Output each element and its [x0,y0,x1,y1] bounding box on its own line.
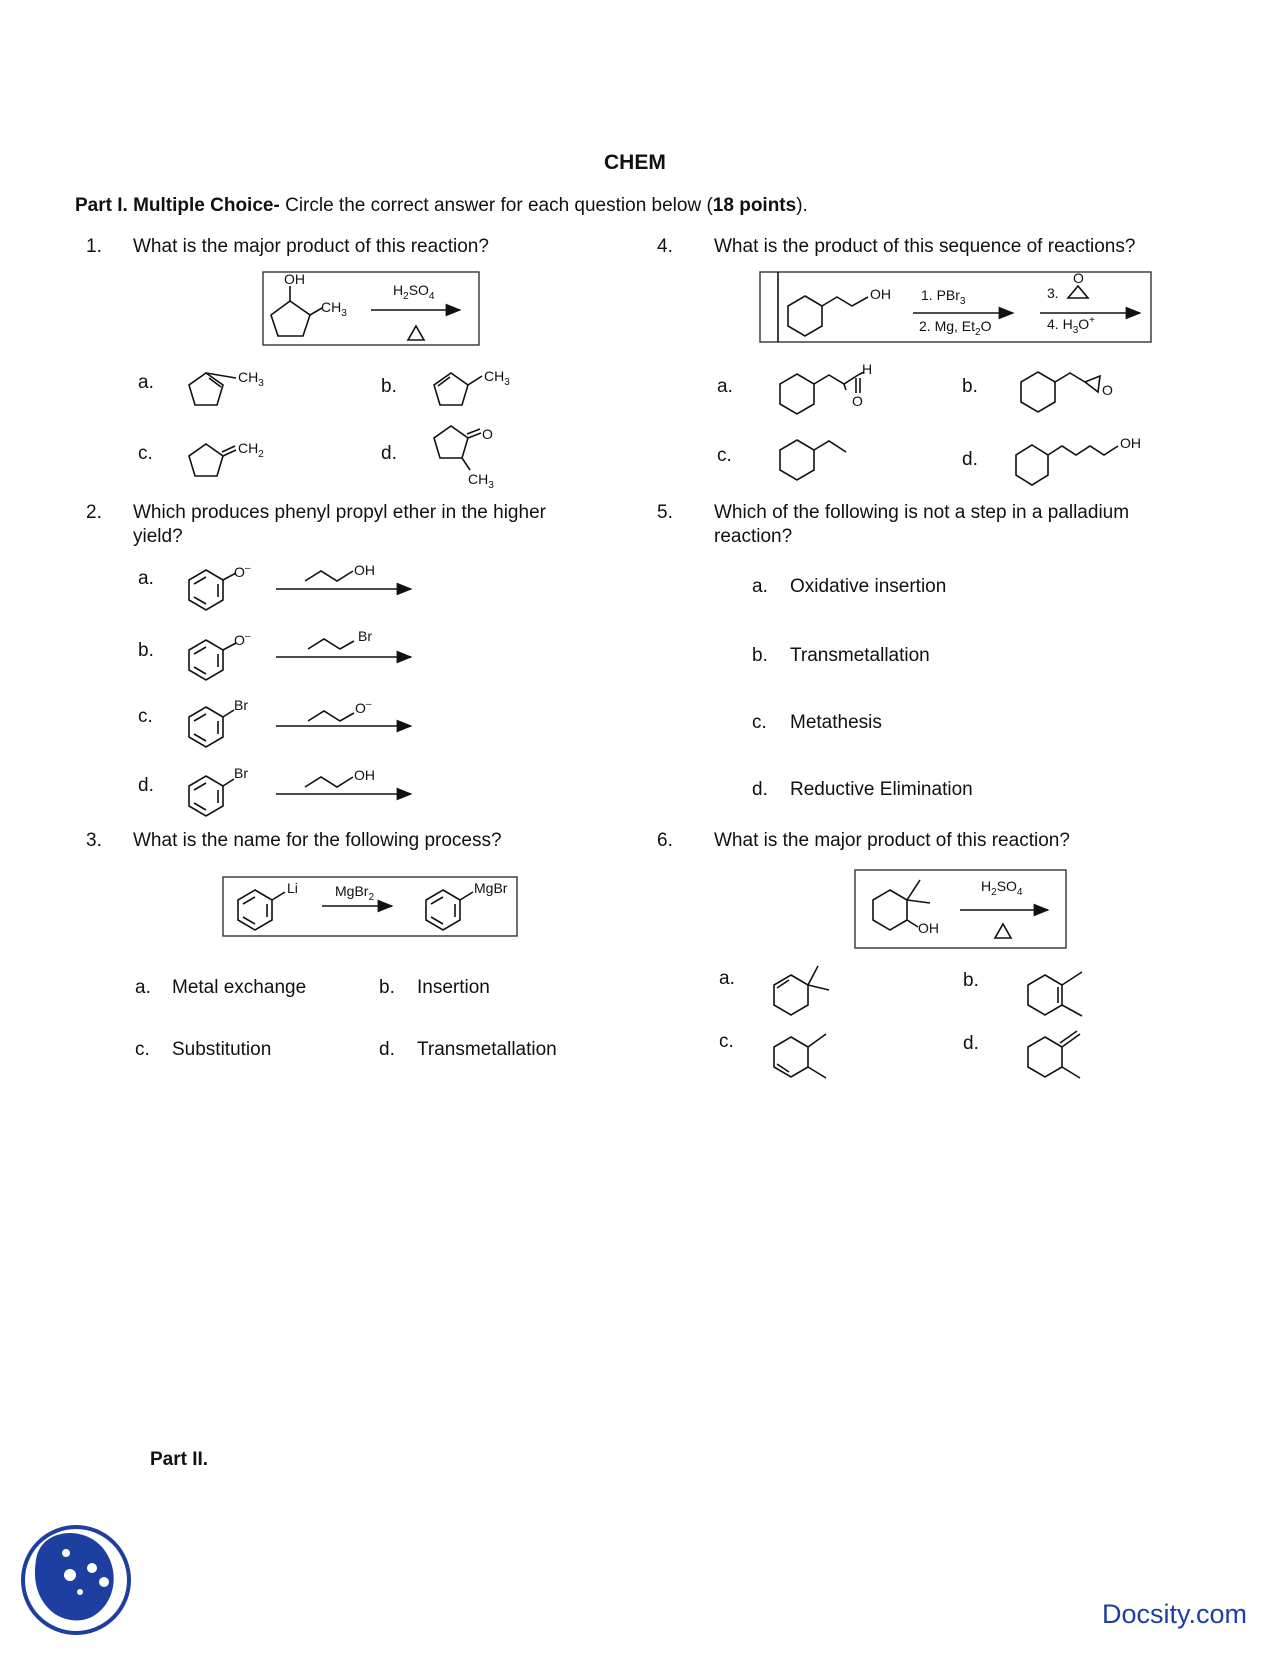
q6-option-a[interactable]: a. [719,968,735,989]
svg-text:2. Mg, Et2O: 2. Mg, $Et_2O$ [919,318,992,338]
q2-number: 2. [86,502,102,523]
q5-text: Which of the following is not a step in a palladium [714,502,1130,523]
svg-text:OH: OH [354,767,375,783]
q2-text: Which produces phenyl propyl ether in the higher [133,502,546,523]
q1-reaction-box [263,271,479,345]
q3-option-d-text[interactable]: Transmetallation [417,1039,557,1060]
q5-option-b-text[interactable]: Transmetallation [790,645,930,666]
svg-text:Br: Br [358,628,372,644]
q1-option-b-structure[interactable] [434,368,510,405]
svg-text:MgBr2: MgBr$_2$ [335,883,375,903]
q4-option-d-structure[interactable] [1016,435,1141,485]
q4-option-b[interactable]: b. [962,376,978,397]
q5-option-a-text[interactable]: Oxidative insertion [790,576,947,597]
q3-option-b-letter[interactable]: b. [379,977,395,998]
q1-reagent-h2so4: $H_2SO_4$ [393,282,435,302]
q3-number: 3. [86,830,102,851]
q1-heat-delta-icon [408,326,424,340]
q6-option-d-structure[interactable] [1028,1031,1080,1078]
svg-text:CH3: $CH_3$ [468,471,494,491]
svg-text:OH: OH [1120,435,1141,451]
svg-text:Li: Li [287,880,298,896]
q1-option-b[interactable]: b. [381,376,397,397]
q2-text-cont: yield? [133,526,183,547]
q4-text: What is the product of this sequence of reactions? [714,236,1136,257]
q5-option-c-letter[interactable]: c. [752,712,767,733]
q1-option-d-structure[interactable] [434,426,494,491]
svg-text:O: O [852,393,863,409]
svg-text:O–: O– [234,631,251,648]
q6-option-d[interactable]: d. [963,1033,979,1054]
q6-reaction-box [855,870,1066,948]
part1-text: Circle the correct answer for each question below ( [279,195,713,216]
q3-text: What is the name for the following process? [133,830,502,851]
docsity-link[interactable]: Docsity.com [1102,1599,1248,1629]
q1-option-a[interactable]: a. [138,372,154,393]
q6-option-a-structure[interactable] [774,966,829,1015]
q2-option-a-structure[interactable] [189,562,411,610]
docsity-logo-icon[interactable] [23,1527,129,1633]
part1-end: ). [796,195,808,216]
q5-option-b-letter[interactable]: b. [752,645,768,666]
svg-text:OH: OH [870,286,891,302]
svg-text:O: O [482,426,493,442]
q4-option-a[interactable]: a. [717,376,733,397]
svg-text:CH3: $CH_3$ [484,368,510,388]
q2-option-c[interactable]: c. [138,706,153,727]
q3-option-c-text[interactable]: Substitution [172,1039,272,1060]
q3-reaction-box [223,877,517,936]
q6-heat-delta-icon [995,924,1011,938]
svg-text:OH: OH [354,562,375,578]
svg-text:4. H3O+: 4. $H_3O^+$ [1047,315,1095,336]
q6-text: What is the major product of this reaction? [714,830,1070,851]
q4-reaction-box [760,270,1151,342]
q2-option-d[interactable]: d. [138,775,154,796]
q1-number: 1. [86,236,102,257]
q4-number: 4. [657,236,673,257]
page-title: CHEM [604,151,666,174]
part1-heading: Part I. Multiple Choice- [75,195,280,216]
q6-number: 6. [657,830,673,851]
q3-option-a-letter[interactable]: a. [135,977,151,998]
q5-number: 5. [657,502,673,523]
svg-text:O: O [1073,270,1084,286]
q6-option-b[interactable]: b. [963,970,979,991]
svg-text:Br: Br [234,765,248,781]
q4-option-c-structure[interactable] [780,440,846,480]
q6-option-c[interactable]: c. [719,1031,734,1052]
svg-text:3.: 3. [1047,285,1059,301]
q3-option-b-text[interactable]: Insertion [417,977,490,998]
q4-option-b-structure[interactable] [1021,372,1113,412]
q4-option-a-structure[interactable] [780,361,872,414]
q5-option-d-text[interactable]: Reductive Elimination [790,779,973,800]
svg-text:Br: Br [234,697,248,713]
q1-oh-label: OH [284,271,305,287]
svg-text:H2SO4: $H_2SO_4$ [981,878,1023,898]
svg-text:1. PBr3: 1. PBr$_3$ [921,287,966,307]
q5-option-c-text[interactable]: Metathesis [790,712,882,733]
svg-text:O: O [1102,382,1113,398]
svg-text:H: H [862,361,873,377]
q1-option-d[interactable]: d. [381,443,397,464]
q2-option-a[interactable]: a. [138,568,154,589]
svg-text:O–: O– [234,563,251,580]
svg-text:O–: O– [355,699,372,716]
q5-option-d-letter[interactable]: d. [752,779,768,800]
q3-option-c-letter[interactable]: c. [135,1039,150,1060]
q1-ch3-label: $CH_3$ [321,299,347,319]
svg-text:CH2: $CH_2$ [238,440,264,460]
q1-option-c[interactable]: c. [138,443,153,464]
q6-option-c-structure[interactable] [774,1034,826,1078]
q4-option-c[interactable]: c. [717,445,732,466]
q6-option-b-structure[interactable] [1028,972,1082,1016]
q1-text: What is the major product of this reaction? [133,236,489,257]
q5-option-a-letter[interactable]: a. [752,576,768,597]
q2-option-b[interactable]: b. [138,640,154,661]
q1-option-a-structure[interactable] [189,369,264,405]
svg-text:OH: OH [918,920,939,936]
q2-option-b-structure[interactable] [189,628,411,680]
svg-text:CH3: $CH_3$ [238,369,264,389]
q1-option-c-structure[interactable] [189,440,264,476]
part1-points: 18 points [712,195,797,216]
q3-option-a-text[interactable]: Metal exchange [172,977,307,998]
q2-option-c-structure[interactable] [189,697,411,747]
q3-option-d-letter[interactable]: d. [379,1039,395,1060]
q4-option-d[interactable]: d. [962,449,978,470]
svg-text:MgBr: MgBr [474,880,508,896]
q5-text-cont: reaction? [714,526,793,547]
part2-heading: Part II. [150,1449,209,1470]
q4-epoxide-icon [1068,286,1088,298]
q2-option-d-structure[interactable] [189,765,411,816]
